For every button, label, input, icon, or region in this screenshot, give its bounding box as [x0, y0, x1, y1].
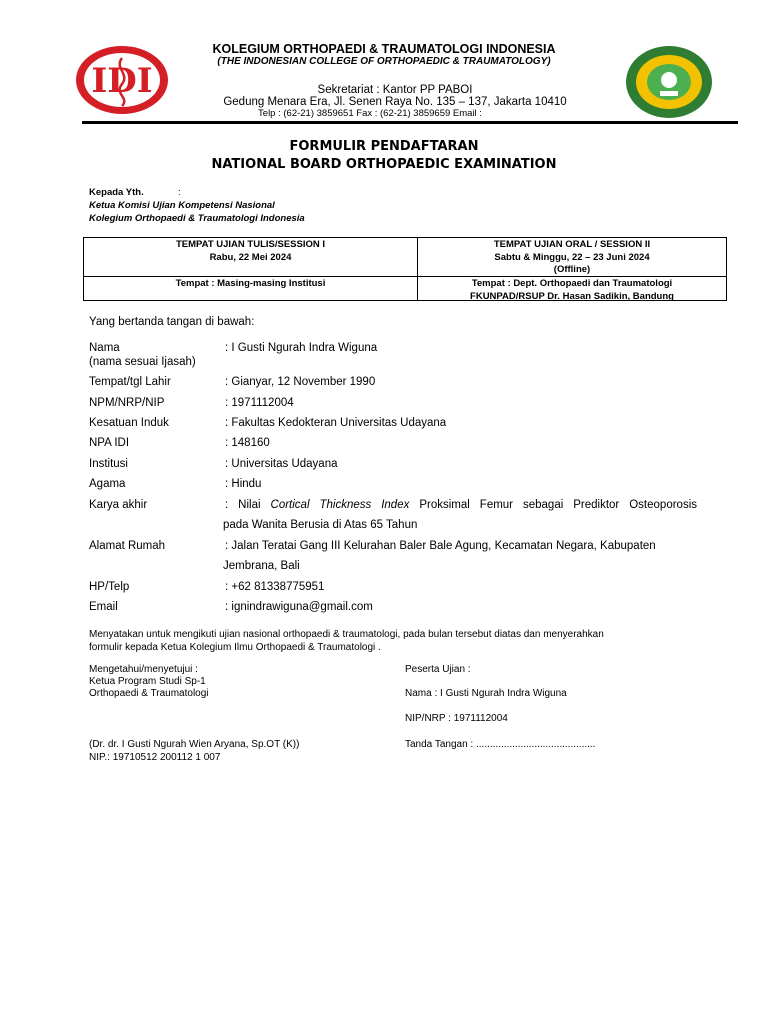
- session1-date: Rabu, 22 Mei 2024: [209, 251, 292, 263]
- participant-name: Nama : I Gusti Ngurah Indra Wiguna: [405, 688, 567, 699]
- schedule-table: [83, 237, 727, 301]
- approver-line-2: Ketua Program Studi Sp-1: [89, 676, 206, 687]
- field-value: : Hindu: [225, 478, 262, 490]
- kepada-label: Kepada Yth.: [89, 187, 144, 198]
- field-label: NPA IDI: [89, 437, 130, 449]
- session2-header: [418, 239, 726, 277]
- field-label: Institusi: [89, 458, 128, 470]
- kepada-colon: :: [178, 187, 181, 198]
- karya-akhir-line-2: pada Wanita Berusia di Atas 65 Tahun: [223, 519, 418, 531]
- svg-text:IDI: IDI: [91, 61, 153, 101]
- recipient-line-1: Ketua Komisi Ujian Kompetensi Nasional: [89, 200, 275, 211]
- field-label: HP/Telp: [89, 581, 130, 593]
- session2-place: [418, 278, 726, 303]
- approver-line-1: Mengetahui/menyetujui :: [89, 664, 198, 675]
- statement-line-1: Menyatakan untuk mengikuti ujian nasional orthopaedi & traumatologi, pada bulan tersebut diatas dan menyerahkan: [89, 629, 604, 640]
- field-value: : Jalan Teratai Gang III Kelurahan Baler Bale Agung, Kecamatan Negara, Kabupaten: [225, 540, 656, 552]
- field-value: : 148160: [225, 437, 270, 449]
- session2-title: TEMPAT UJIAN ORAL / SESSION II: [493, 239, 651, 250]
- field-value: : Fakultas Kedokteran Universitas Udayana: [225, 417, 447, 429]
- address-line: Gedung Menara Era, Jl. Senen Raya No. 135 – 137, Jakarta 10410: [223, 96, 567, 108]
- participant-signature: Tanda Tangan : ...........................................: [405, 739, 596, 750]
- field-value: Jembrana, Bali: [223, 560, 300, 572]
- form-subtitle: NATIONAL BOARD ORTHOPAEDIC EXAMINATION: [211, 157, 557, 172]
- header-divider: [82, 121, 738, 124]
- field-label: Email: [89, 601, 118, 613]
- karya-prefix: : Nilai: [225, 499, 271, 511]
- participant-nip: NIP/NRP : 1971112004: [405, 713, 508, 724]
- session2-mode: (Offline): [553, 264, 591, 275]
- field-value: : Gianyar, 12 November 1990: [225, 376, 376, 388]
- field-label: Agama: [89, 478, 126, 490]
- karya-italic: Cortical Thickness Index: [270, 499, 410, 511]
- session2-place-line-2: FKUNPAD/RSUP Dr. Hasan Sadikin, Bandung: [470, 290, 674, 302]
- telephone-line: Telp : (62-21) 3859651 Fax : (62-21) 3859659 Email :: [258, 108, 482, 119]
- approver-line-3: Orthopaedi & Traumatologi: [89, 688, 209, 699]
- session1-header: [84, 239, 417, 264]
- secretariat-line: Sekretariat : Kantor PP PABOI: [317, 84, 473, 96]
- field-label: Alamat Rumah: [89, 540, 166, 552]
- karya-akhir-value: [225, 499, 697, 511]
- field-label: Tempat/tgl Lahir: [89, 376, 171, 388]
- statement-line-2: formulir kepada Ketua Kolegium Ilmu Orthopaedi & Traumatologi .: [89, 642, 381, 653]
- field-label: (nama sesuai Ijasah): [89, 356, 196, 368]
- college-title: KOLEGIUM ORTHOPAEDI & TRAUMATOLOGI INDONESIA: [212, 42, 556, 56]
- approver-name: (Dr. dr. I Gusti Ngurah Wien Aryana, Sp.OT (K)): [89, 739, 300, 750]
- field-label: Kesatuan Induk: [89, 417, 169, 429]
- approver-nip: NIP.: 19710512 200112 1 007: [89, 752, 221, 763]
- field-value: : 1971112004: [225, 397, 294, 409]
- field-value: : Universitas Udayana: [225, 458, 338, 470]
- field-value: : ignindrawiguna@gmail.com: [225, 601, 373, 613]
- field-value: : I Gusti Ngurah Indra Wiguna: [225, 342, 378, 354]
- field-value: : +62 81338775951: [225, 581, 325, 593]
- field-label: NPM/NRP/NIP: [89, 397, 165, 409]
- karya-rest: Proksimal Femur sebagai Prediktor Osteoporosis: [409, 499, 697, 511]
- session2-date: Sabtu & Minggu, 22 – 23 Juni 2024: [494, 251, 650, 263]
- session1-title: TEMPAT UJIAN TULIS/SESSION I: [175, 239, 326, 250]
- session1-place: Tempat : Masing-masing Institusi: [175, 278, 326, 289]
- field-label: Karya akhir: [89, 499, 148, 511]
- field-label: Nama: [89, 342, 120, 354]
- college-subtitle: (THE INDONESIAN COLLEGE OF ORTHOPAEDIC & TRAUMATOLOGY): [217, 56, 551, 67]
- intro-text: Yang bertanda tangan di bawah:: [89, 316, 255, 328]
- session2-place-line-1: Tempat : Dept. Orthopaedi dan Traumatologi: [471, 278, 673, 289]
- recipient-line-2: Kolegium Orthopaedi & Traumatologi Indonesia: [89, 213, 305, 224]
- participant-label: Peserta Ujian :: [405, 664, 471, 675]
- form-title: FORMULIR PENDAFTARAN: [289, 139, 479, 154]
